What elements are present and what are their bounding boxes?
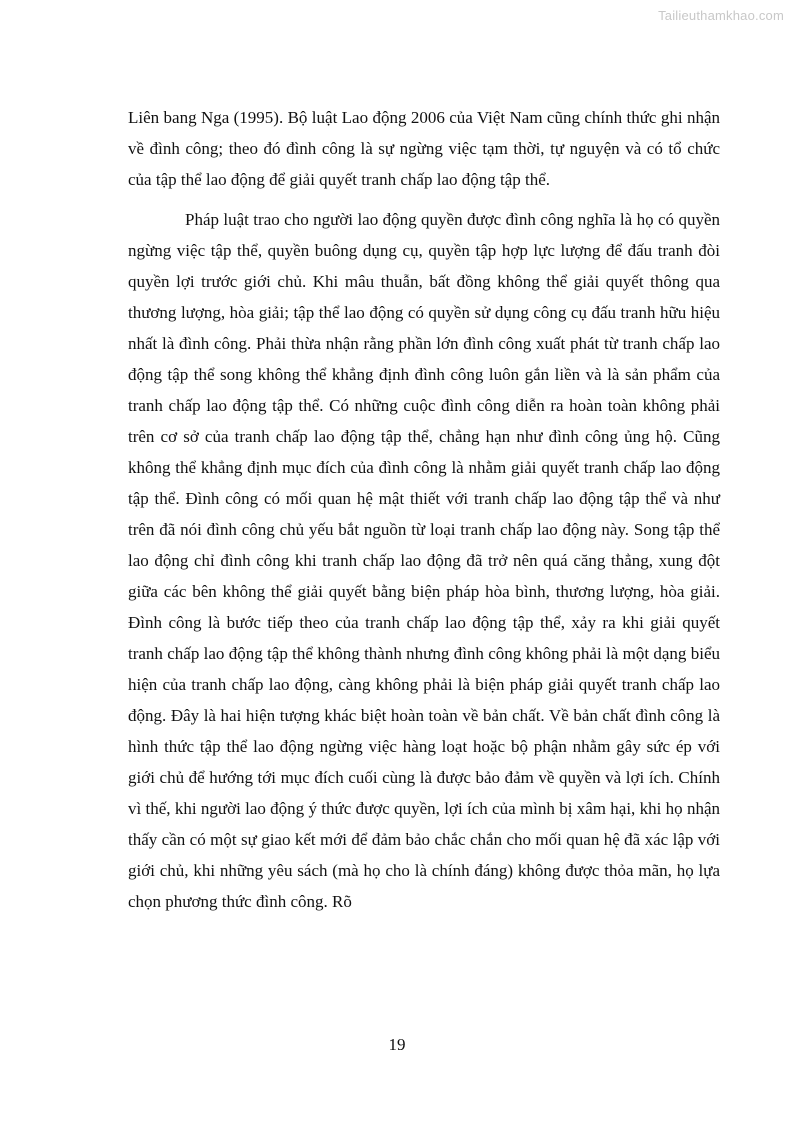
- page-text-block: [128, 102, 720, 917]
- page-number: 19: [388, 1035, 406, 1054]
- paragraph-intro: Liên bang Nga (1995). Bộ luật Lao động 2006 của Việt Nam cũng chính thức ghi nhận về đình công; theo đó đình công là sự ngừng việc tạm thời, tự nguyện và có tổ chức của tập thể lao động để giải quyết tranh chấp lao động tập thể.: [128, 108, 720, 189]
- watermark-site-label: Tailieuthamkhao.com: [658, 8, 784, 23]
- paragraph-body: Pháp luật trao cho người lao động quyền được đình công nghĩa là họ có quyền ngừng việc tập thể, quyền buông dụng cụ, quyền tập hợp lực lượng để đấu tranh đòi quyền lợi trước giới chủ. Khi mâu thuẫn, bất đồng không thể giải quyết thông qua thương lượng, hòa giải; tập thể lao động có quyền sử dụng công cụ đấu tranh hữu hiệu nhất là đình công. Phải thừa nhận rằng phần lớn đình công xuất phát từ tranh chấp lao động tập thể song không thể khẳng định đình công luôn gắn liền và là sản phẩm của tranh chấp lao động tập thể. Có những cuộc đình công diễn ra hoàn toàn không phải trên cơ sở của tranh chấp lao động tập thể, chẳng hạn như đình công ủng hộ. Cũng không thể khẳng định mục đích của đình công là nhằm giải quyết tranh chấp lao động tập thể. Đình công có mối quan hệ mật thiết với tranh chấp lao động tập thể và như trên đã nói đình công chủ yếu bắt nguồn từ loại tranh chấp lao động này. Song tập thể lao động chỉ đình công khi tranh chấp lao động đã trở nên quá căng thẳng, xung đột giữa các bên không thể giải quyết bằng biện pháp hòa bình, thương lượng, hòa giải. Đình công là bước tiếp theo của tranh chấp lao động tập thể, xảy ra khi giải quyết tranh chấp lao động tập thể không thành nhưng đình công không phải là một dạng biểu hiện của tranh chấp lao động, càng không phải là biện pháp giải quyết tranh chấp lao động. Đây là hai hiện tượng khác biệt hoàn toàn về bản chất. Về bản chất đình công là hình thức tập thể lao động ngừng việc hàng loạt hoặc bộ phận nhằm gây sức ép với giới chủ để hướng tới mục đích cuối cùng là được bảo đảm về quyền và lợi ích. Chính vì thế, khi người lao động ý thức được quyền, lợi ích của mình bị xâm hại, khi họ nhận thấy cần có một sự giao kết mới để đảm bảo chắc chắn cho mối quan hệ đã xác lập với giới chủ, khi những yêu sách (mà họ cho là chính đáng) không được thỏa mãn, họ lựa chọn phương thức đình công. Rõ: [128, 210, 720, 911]
